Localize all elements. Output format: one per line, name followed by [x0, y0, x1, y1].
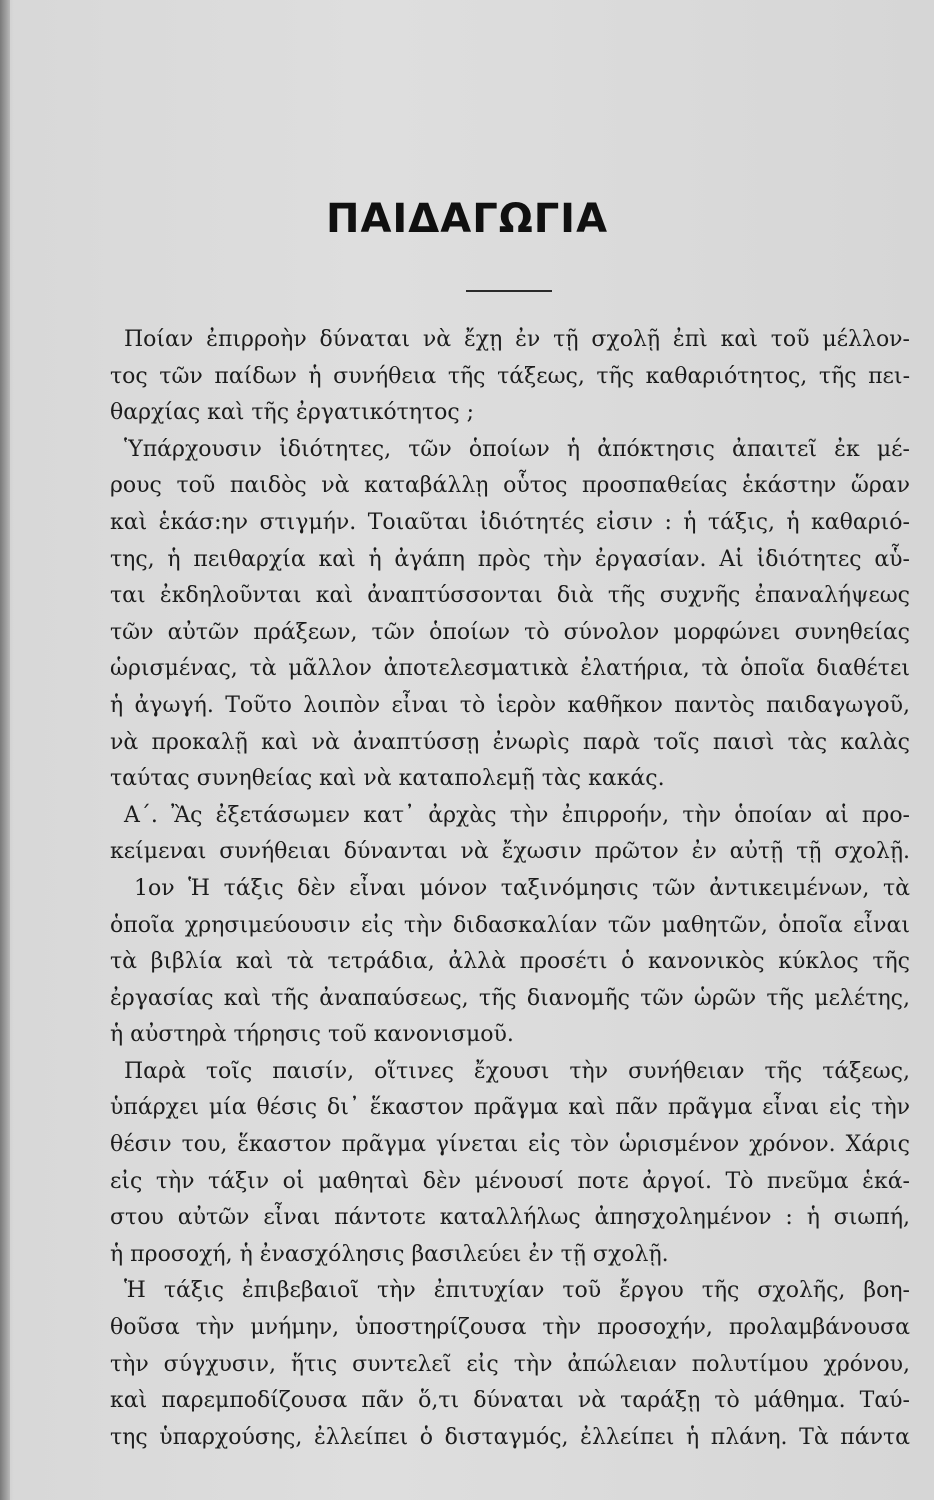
text-line: ἡ αὐστηρὰ τήρησις τοῦ κανονισμοῦ. — [110, 1022, 514, 1048]
text-line: τὴν σύγχυσιν, ἥτις συντελεῖ εἰς τὴν ἀπώλειαν πολυτίμου χρόνου, — [110, 1351, 910, 1377]
text-line: τος τῶν παίδων ἡ συνήθεια τῆς τάξεως, τῆς καθαριότητος, τῆς πει- — [110, 363, 910, 389]
text-line: θαρχίας καὶ τῆς ἐργατικότητος ; — [110, 400, 475, 426]
body-text — [110, 322, 910, 1456]
text-line: της ὑπαρχούσης, ἐλλείπει ὁ δισταγμός, ἐλλείπει ἡ πλάνη. Τὰ πάντα — [110, 1424, 910, 1450]
text-line: ἡ προσοχή, ἡ ἐνασχόλησις βασιλεύει ἐν τῇ σχολῇ. — [110, 1241, 669, 1267]
text-line: Α΄. Ἂς ἐξετάσωμεν κατ᾽ ἀρχὰς τὴν ἐπιρροήν, τὴν ὁποίαν αἱ προ- — [124, 802, 910, 828]
text-line: καὶ ἑκάσ:ην στιγμήν. Τοιαῦται ἰδιότητές εἰσιν : ἡ τάξις, ἡ καθαριό- — [110, 509, 910, 535]
text-line: Ποίαν ἐπιρροὴν δύναται νὰ ἔχῃ ἐν τῇ σχολῇ ἐπὶ καὶ τοῦ μέλλον- — [124, 327, 910, 352]
title-divider — [466, 290, 552, 292]
text-line: κείμεναι συνήθειαι δύνανται νὰ ἔχωσιν πρῶτον ἐν αὐτῇ τῇ σχολῇ. — [110, 839, 910, 865]
page-title: ΠΑΙΔΑΓΩΓΙΑ — [325, 196, 609, 242]
text-line: ἡ ἀγωγή. Τοῦτο λοιπὸν εἶναι τὸ ἱερὸν καθῆκον παντὸς παιδαγωγοῦ, — [110, 692, 910, 718]
text-line: καὶ παρεμποδίζουσα πᾶν ὅ,τι δύναται νὰ ταράξῃ τὸ μάθημα. Ταύ- — [110, 1388, 910, 1414]
text-line: της, ἡ πειθαρχία καὶ ἡ ἀγάπη πρὸς τὴν ἐργασίαν. Αἱ ἰδιότητες αὗ- — [110, 546, 910, 572]
text-line: ὑπάρχει μία θέσις δι᾽ ἕκαστον πρᾶγμα καὶ πᾶν πρᾶγμα εἶναι εἰς τὴν — [110, 1095, 910, 1121]
text-line: εἰς τὴν τάξιν οἱ μαθηταὶ δὲν μένουσί ποτε ἀργοί. Τὸ πνεῦμα ἑκά- — [110, 1168, 910, 1194]
text-line: ταύτας συνηθείας καὶ νὰ καταπολεμῇ τὰς κακάς. — [110, 766, 665, 792]
text-line: νὰ προκαλῇ καὶ νὰ ἀναπτύσσῃ ἐνωρὶς παρὰ τοῖς παισὶ τὰς καλὰς — [110, 729, 910, 755]
text-line: τὰ βιβλία καὶ τὰ τετράδια, ἀλλὰ προσέτι ὁ κανονικὸς κύκλος τῆς — [110, 949, 910, 975]
text-line: ται ἐκδηλοῦνται καὶ ἀναπτύσσονται διὰ τῆς συχνῆς ἐπαναλήψεως — [110, 583, 910, 609]
text-line: Παρὰ τοῖς παισίν, οἵτινες ἔχουσι τὴν συνήθειαν τῆς τάξεως, — [124, 1058, 910, 1084]
text-line: Ἡ τάξις ἐπιβεβαιοῖ τὴν ἐπιτυχίαν τοῦ ἔργου τῆς σχολῆς, βοη- — [124, 1278, 910, 1304]
text-line: τῶν αὐτῶν πράξεων, τῶν ὁποίων τὸ σύνολον μορφώνει συνηθείας — [110, 619, 910, 645]
text-line: 1ον Ἡ τάξις δὲν εἶναι μόνον ταξινόμησις τῶν ἀντικειμένων, τὰ — [134, 875, 910, 901]
text-line: ἐργασίας καὶ τῆς ἀναπαύσεως, τῆς διανομῆς τῶν ὡρῶν τῆς μελέτης, — [110, 985, 910, 1011]
text-line: θοῦσα τὴν μνήμην, ὑποστηρίζουσα τὴν προσοχήν, προλαμβάνουσα — [110, 1315, 910, 1341]
text-line: θέσιν του, ἕκαστον πρᾶγμα γίνεται εἰς τὸν ὡρισμένον χρόνον. Χάρις — [110, 1132, 910, 1158]
text-line: ὡρισμένας, τὰ μᾶλλον ἀποτελεσματικὰ ἐλατήρια, τὰ ὁποῖα διαθέτει — [110, 656, 910, 682]
text-line: στου αὐτῶν εἶναι πάντοτε καταλλήλως ἀπησχολημένον : ἡ σιωπή, — [110, 1205, 910, 1231]
text-line: ὁποῖα χρησιμεύουσιν εἰς τὴν διδασκαλίαν τῶν μαθητῶν, ὁποῖα εἶναι — [110, 912, 910, 938]
text-line: Ὑπάρχουσιν ἰδιότητες, τῶν ὁποίων ἡ ἀπόκτησις ἀπαιτεῖ ἐκ μέ- — [124, 436, 910, 462]
text-line: ρους τοῦ παιδὸς νὰ καταβάλλῃ οὗτος προσπαθείας ἑκάστην ὥραν — [110, 473, 910, 499]
